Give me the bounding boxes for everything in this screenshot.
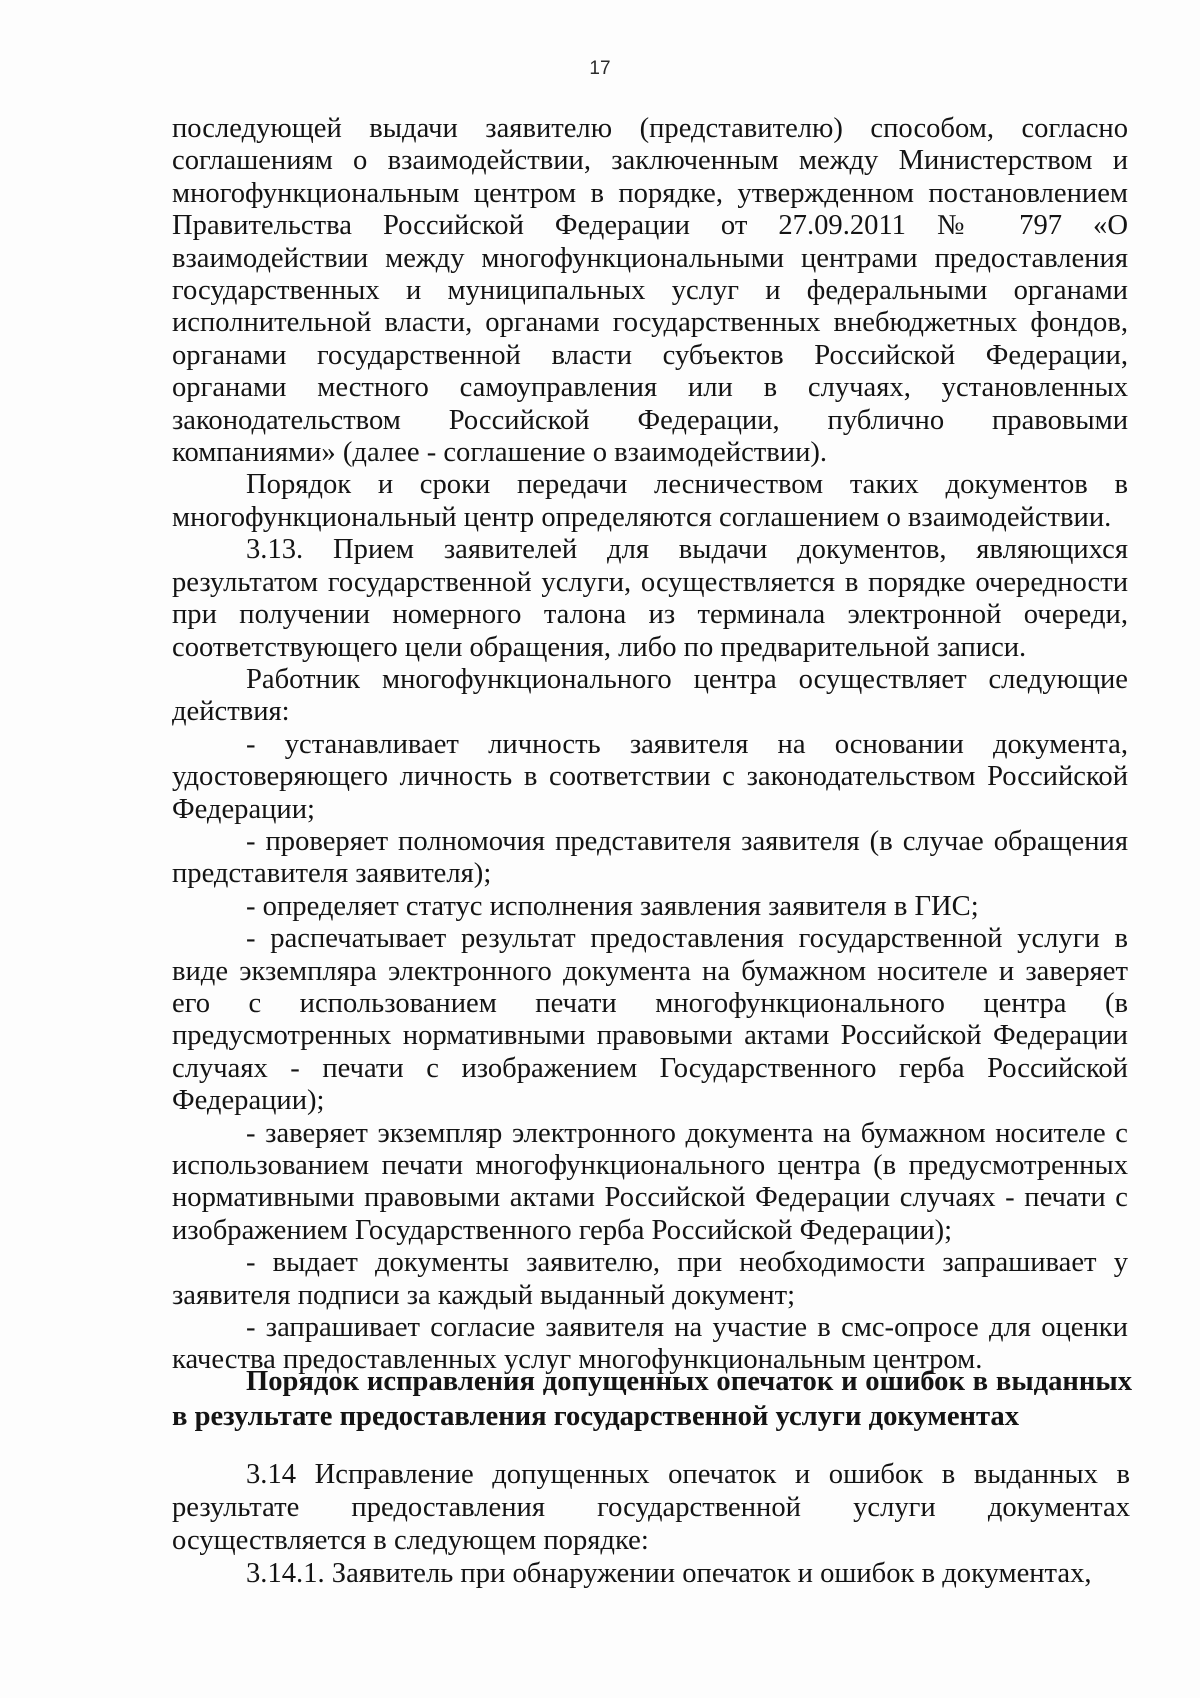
paragraph-3-14: 3.14 Исправление допущенных опечаток и ошибок в выданных в результате предоставления государственной услуги документах осуществляется в следующем порядке:	[172, 1459, 1130, 1556]
list-item-survey: - запрашивает согласие заявителя на участие в смс-опросе для оценки качества предоставленных услуг многофункциональным центром.	[172, 1312, 1128, 1376]
paragraph-transfer-order: Порядок и сроки передачи лесничеством таких документов в многофункциональный центр определяются соглашением о взаимодействии.	[172, 469, 1128, 533]
list-item-issue: - выдает документы заявителю, при необходимости запрашивает у заявителя подписи за каждый выданный документ;	[172, 1247, 1128, 1311]
section-heading: Порядок исправления допущенных опечаток и ошибок в выданных в результате предоставления государственной услуги документах	[172, 1366, 1132, 1432]
list-item-authority: - проверяет полномочия представителя заявителя (в случае обращения представителя заявителя);	[172, 825, 1128, 890]
paragraph-continuation: последующей выдачи заявителю (представителю) способом, согласно соглашениям о взаимодействии, заключенным между Министерством и многофункциональным центром в порядке, утвержденном постановлением Правительства Российской Федерации от 27.09.2011 № 797 «О взаимодействии между многофункциональными центрами предоставления государственных и муниципальных услуг и федеральными органами исполнительной власти, органами государственных внебюджетных фондов, органами государственной власти субъектов Российской Федерации, органами местного самоуправления или в случаях, установленных законодательством Российской Федерации, публично правовыми компаниями» (далее - соглашение о взаимодействии).	[172, 113, 1128, 469]
list-item-status: - определяет статус исполнения заявления заявителя в ГИС;	[246, 890, 979, 922]
list-item-certify: - заверяет экземпляр электронного документа на бумажном носителе с использованием печати многофункционального центра (в предусмотренных нормативными правовыми актами Российской Федерации случаях - печати с изображением Государственного герба Российской Федерации);	[172, 1117, 1128, 1246]
page-number: 17	[589, 58, 611, 79]
list-item-identity: - устанавливает личность заявителя на основании документа, удостоверяющего личность в соответствии с законодательством Российской Федерации;	[172, 728, 1128, 825]
list-item-print: - распечатывает результат предоставления государственной услуги в виде экземпляра электронного документа на бумажном носителе и заверяет его с использованием печати многофункционального центра (в предусмотренных нормативными правовыми актами Российской Федерации случаях - печати с изображением Государственного герба Российской Федерации);	[172, 923, 1128, 1117]
paragraph-3-13: 3.13. Прием заявителей для выдачи документов, являющихся результатом государственной услуги, осуществляется в порядке очередности при получении номерного талона из терминала электронной очереди, соответствующего цели обращения, либо по предварительной записи.	[172, 534, 1128, 663]
section-heading-block	[172, 1364, 1132, 1434]
tail-text	[172, 1458, 1130, 1590]
paragraph-3-14-1: 3.14.1. Заявитель при обнаружении опечаток и ошибок в документах,	[246, 1558, 1092, 1589]
paragraph-worker-actions: Работник многофункционального центра осуществляет следующие действия:	[172, 663, 1128, 728]
body-text	[172, 113, 1128, 1377]
